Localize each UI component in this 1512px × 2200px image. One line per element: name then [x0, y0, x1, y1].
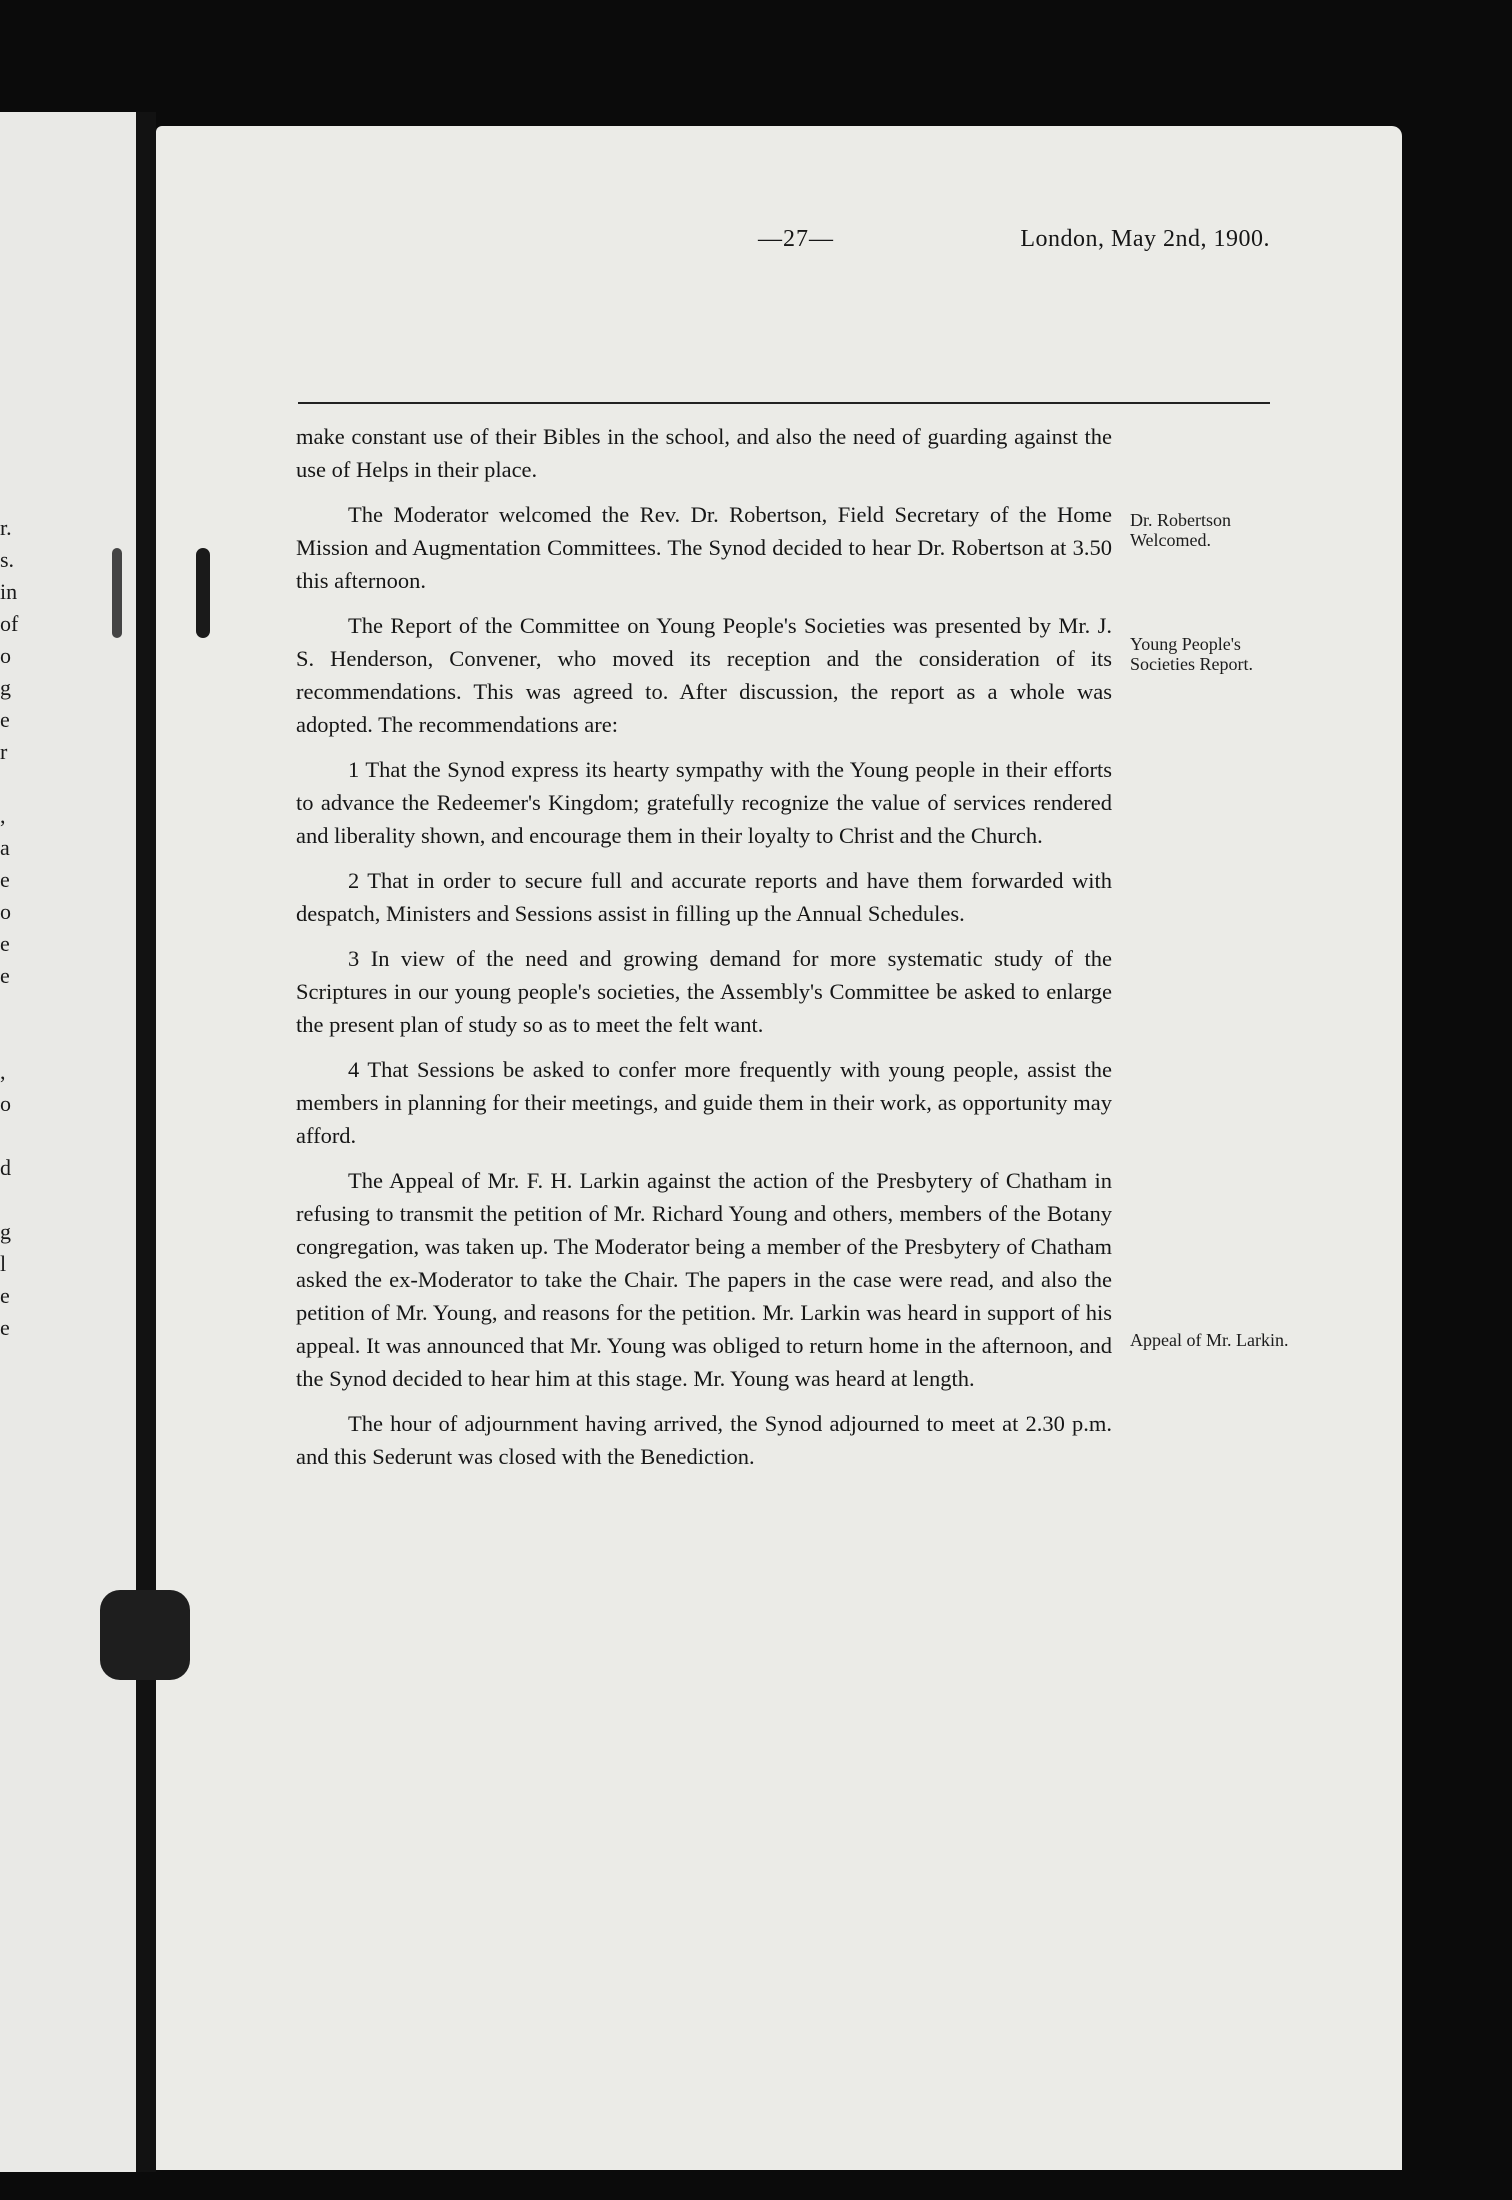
left-facing-page: [0, 112, 140, 2172]
binding-mark: [100, 1590, 190, 1680]
binding-mark: [112, 548, 122, 638]
left-fragment: e: [0, 963, 10, 988]
left-fragment: ,: [0, 1059, 6, 1084]
left-fragment: [0, 1024, 20, 1056]
paragraph: make constant use of their Bibles in the school, and also the need of guarding against the use of Helps in their place.: [296, 424, 1112, 482]
left-fragment: r: [0, 739, 8, 764]
left-fragment: [0, 992, 20, 1024]
left-fragment: in: [0, 579, 18, 604]
left-fragment: [0, 1120, 20, 1152]
recommendation: 3 In view of the need and growing demand for more systematic study of the Scriptures in our young people's societies, the Assembly's Committee be asked to enlarge the present plan of study so as to meet the felt want.: [296, 946, 1112, 1037]
book-spine: [136, 112, 156, 2172]
body-text: [296, 420, 1112, 1485]
left-fragment: d: [0, 1155, 11, 1180]
page-number: —27—: [758, 226, 834, 252]
left-page-fragments: [0, 512, 20, 1344]
left-fragment: l: [0, 1251, 7, 1276]
left-fragment: o: [0, 899, 11, 924]
left-fragment: o: [0, 1091, 11, 1116]
margin-note: Dr. Robertson Welcomed.: [1130, 510, 1231, 550]
paragraph: The Moderator welcomed the Rev. Dr. Robertson, Field Secretary of the Home Mission and Augmentation Committees. The Synod decided to hear Dr. Robertson at 3.50 this afternoon.: [296, 502, 1112, 593]
left-fragment: ,: [0, 803, 6, 828]
left-fragment: [0, 768, 20, 800]
left-fragment: e: [0, 1315, 10, 1340]
left-fragment: o: [0, 643, 11, 668]
left-fragment: e: [0, 867, 10, 892]
left-fragment: e: [0, 1283, 10, 1308]
left-fragment: s.: [0, 547, 15, 572]
left-fragment: of: [0, 611, 19, 636]
left-fragment: e: [0, 707, 10, 732]
left-fragment: g: [0, 675, 11, 700]
page-header: [298, 226, 1270, 270]
left-fragment: r.: [0, 515, 12, 540]
place-date: London, May 2nd, 1900.: [1020, 226, 1270, 252]
recommendation: 4 That Sessions be asked to confer more frequently with young people, assist the members in planning for their meetings, and guide them in their work, as opportunity may afford.: [296, 1057, 1112, 1148]
left-fragment: [0, 1184, 20, 1216]
left-fragment: e: [0, 931, 10, 956]
recommendation: 2 That in order to secure full and accurate reports and have them forwarded with despatch, Ministers and Sessions assist in filling up the Annual Schedules.: [296, 868, 1112, 926]
margin-note: Appeal of Mr. Larkin.: [1130, 1330, 1289, 1350]
paragraph: The Report of the Committee on Young People's Societies was presented by Mr. J. S. Henderson, Convener, who moved its reception and the consideration of its recommendations. This was agreed to. After discussion, the report as a whole was adopted. The recommendations are:: [296, 613, 1112, 737]
left-fragment: a: [0, 835, 10, 860]
paragraph: The hour of adjournment having arrived, the Synod adjourned to meet at 2.30 p.m. and this Sederunt was closed with the Benediction.: [296, 1411, 1112, 1469]
header-rule: [298, 402, 1270, 404]
margin-note: Young People's Societies Report.: [1130, 634, 1253, 674]
left-fragment: g: [0, 1219, 11, 1244]
recommendation: 1 That the Synod express its hearty sympathy with the Young people in their efforts to advance the Redeemer's Kingdom; gratefully recognize the value of services rendered and liberality shown, and encourage them in their loyalty to Christ and the Church.: [296, 757, 1112, 848]
paragraph: The Appeal of Mr. F. H. Larkin against the action of the Presbytery of Chatham in refusing to transmit the petition of Mr. Richard Young and others, members of the Botany congregation, was taken up. The Moderator being a member of the Presbytery of Chatham asked the ex-Moderator to take the Chair. The papers in the case were read, and also the petition of Mr. Young, and reasons for the petition. Mr. Larkin was heard in support of his appeal. It was announced that Mr. Young was obliged to return home in the afternoon, and the Synod decided to hear him at this stage. Mr. Young was heard at length.: [296, 1168, 1112, 1391]
binding-mark: [196, 548, 210, 638]
